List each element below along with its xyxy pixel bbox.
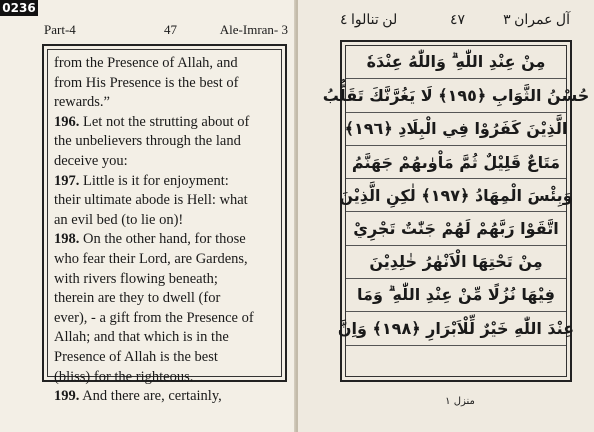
line-text: from His Presence is the best of [54,74,239,91]
part-label: Part-4 [44,22,76,37]
text-line [54,309,275,329]
left-text-frame [42,44,287,405]
verse-number: 196. [54,113,80,130]
text-line [54,211,275,231]
line-text: their ultimate abode is Hell: what [54,192,248,209]
left-page-header [44,22,288,40]
text-line [54,191,275,211]
text-line [54,74,275,94]
text-line [54,132,275,152]
arabic-text-frame [322,40,590,382]
arabic-line: مَتَاعٌ قَلِيْلٌ ثُمَّ مَاْوٰىهُمْ جَهَنَّمُ [346,146,566,179]
arabic-juz-label: لن تنالوا ٤ [340,13,398,28]
image-id-badge: 0236 [0,0,38,16]
arabic-surah-label: آل عمران ٣ [503,13,570,28]
verse-number: 198. [54,231,80,248]
line-text: And there are, certainly, [79,388,222,405]
arabic-line: اتَّقَوْا رَبَّهُمْ لَهُمْ جَنّٰتٌ تَجْرِيْ [346,212,566,245]
line-text: an evil bed (to lie on)! [54,211,184,228]
verse-number: 199. [54,388,80,405]
line-text: who fear their Lord, are Gardens, [54,250,248,267]
arabic-line: مِنْ تَحْتِهَا الْاَنْهٰرُ خٰلِدِيْنَ [346,246,566,279]
line-text: deceive you: [54,152,128,169]
arabic-line: الَّذِيْنَ كَفَرُوْا فِي الْبِلَادِ ﴿١٩٦﴾ [346,113,566,146]
line-text: Let not the strutting about of [79,113,250,130]
text-line [54,289,275,309]
text-line [54,368,275,388]
arabic-line: فِيْهَا نُزُلًا مِّنْ عِنْدِ اللّٰهِ ۗ وَمَا [346,279,566,312]
line-text: Presence of Allah is the best [54,348,218,365]
verse-number: 197. [54,172,80,189]
text-line [54,328,275,348]
line-text: Allah; and that which is in the [54,329,229,346]
arabic-line: وَبِئْسَ الْمِهَادُ ﴿١٩٧﴾ لٰكِنِ الَّذِيْنَ [346,179,566,212]
arabic-line: مِنْ عِنْدِ اللّٰهِ ۗ وَاللّٰهُ عِنْدَهٗ [346,46,566,79]
text-line [54,348,275,368]
text-line [54,93,275,113]
line-text: On the other hand, for those [79,231,246,248]
left-page [0,0,296,432]
text-line [54,113,275,133]
right-page-header [340,12,570,34]
text-line [54,230,275,250]
line-text: Little is it for enjoyment: [79,172,229,189]
arabic-text [322,45,590,377]
line-text: rewards.” [54,94,110,111]
translation-text [54,54,275,407]
arabic-line: عِنْدَ اللّٰهِ خَيْرٌ لِّلْاَبْرَارِ ﴿١٩٨﴾ وَاِنَّ [346,312,566,345]
arabic-line [346,346,566,379]
text-line [54,172,275,192]
text-line [54,250,275,270]
arabic-line: حُسْنُ الثَّوَابِ ﴿١٩٥﴾ لَا يَغُرَّنَّكَ تَقَلُّبُ [346,79,566,112]
text-line [54,387,275,407]
text-line [54,152,275,172]
surah-label: Ale-Imran- 3 [219,22,288,37]
line-text: the unbelievers through the land [54,133,241,150]
text-line [54,54,275,74]
line-text: with rivers flowing beneath; [54,270,218,287]
line-text: from the Presence of Allah, and [54,55,238,71]
line-text: ever), - a gift from the Presence of [54,309,254,326]
manzil-footer: منزل ١ [445,396,475,407]
text-line [54,270,275,290]
line-text: (bliss) for the righteous. [54,368,194,385]
page-number: 47 [164,22,177,37]
line-text: therein are they to dwell (for [54,290,221,307]
arabic-page-number: ٤٧ [450,13,466,28]
